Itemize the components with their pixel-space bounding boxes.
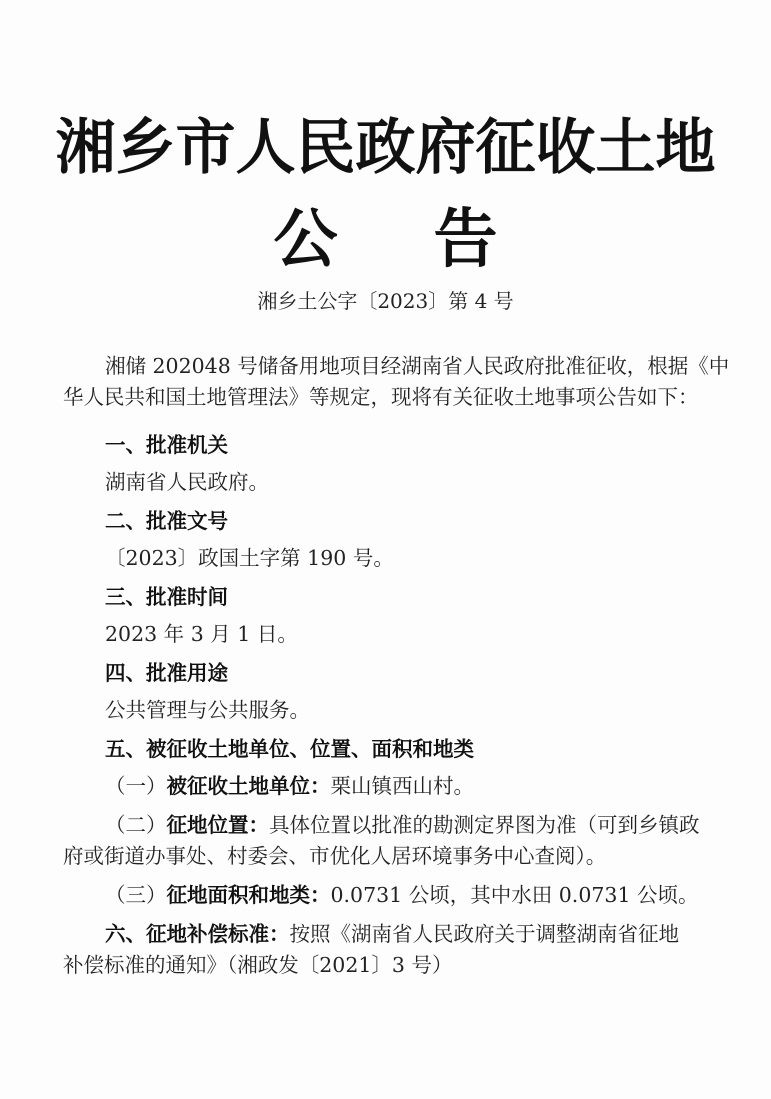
section-text: 2023 年 3 月 1 日。 [105, 622, 298, 646]
intro-line: 湘储 202048 号储备用地项目经湖南省人民政府批准征收，根据《中 [105, 354, 730, 378]
section-heading-land-details: 五、被征收土地单位、位置、面积和地类 [105, 737, 474, 761]
subsection-label: 征地面积和地类： [166, 883, 331, 907]
section-list [63, 430, 713, 981]
document-number: 湘乡土公字〔2023〕第 4 号 [257, 289, 514, 313]
section-heading-compensation: 六、征地补偿标准： [105, 922, 290, 946]
document-title: 湘乡市人民政府征收土地 [55, 113, 716, 183]
subsection-text: 具体位置以批准的勘测定界图为准（可到乡镇政 [269, 813, 700, 837]
section-heading-approval-number: 二、批准文号 [105, 509, 228, 533]
subtitle-char-1: 公 [273, 203, 338, 277]
section-text: 湖南省人民政府。 [105, 470, 269, 494]
intro-paragraph [63, 351, 730, 413]
subsection-label: 被征收土地单位： [166, 774, 331, 798]
subtitle-char-2: 告 [433, 203, 498, 277]
subsection-prefix: （一） [105, 774, 167, 798]
section-text: 〔2023〕政国土字第 190 号。 [105, 546, 394, 570]
subsection-text: 0.0731 公顷，其中水田 0.0731 公顷。 [330, 883, 699, 907]
section-heading-approval-date: 三、批准时间 [105, 585, 228, 609]
subsection-land-unit [63, 771, 713, 802]
subsection-prefix: （三） [105, 883, 167, 907]
subsection-land-location [63, 810, 713, 841]
section-text-continued: 补偿标准的通知》（湘政发〔2021〕3 号） [63, 953, 453, 977]
section-compensation-standard [63, 919, 713, 950]
section-heading-approval-use: 四、批准用途 [105, 661, 228, 685]
subsection-label: 征地位置： [166, 813, 269, 837]
subsection-text-continued: 府或街道办事处、村委会、市优化人居环境事务中心查阅）。 [63, 844, 607, 868]
subsection-prefix: （二） [105, 813, 167, 837]
subsection-land-area [63, 880, 713, 911]
section-text: 按照《湖南省人民政府关于调整湖南省征地 [289, 922, 679, 946]
section-text: 公共管理与公共服务。 [105, 698, 310, 722]
section-heading-approval-authority: 一、批准机关 [105, 433, 228, 457]
intro-line: 华人民共和国土地管理法》等规定，现将有关征收土地事项公告如下： [63, 385, 699, 409]
document-subtitle [0, 188, 771, 280]
subsection-text: 栗山镇西山村。 [330, 774, 474, 798]
